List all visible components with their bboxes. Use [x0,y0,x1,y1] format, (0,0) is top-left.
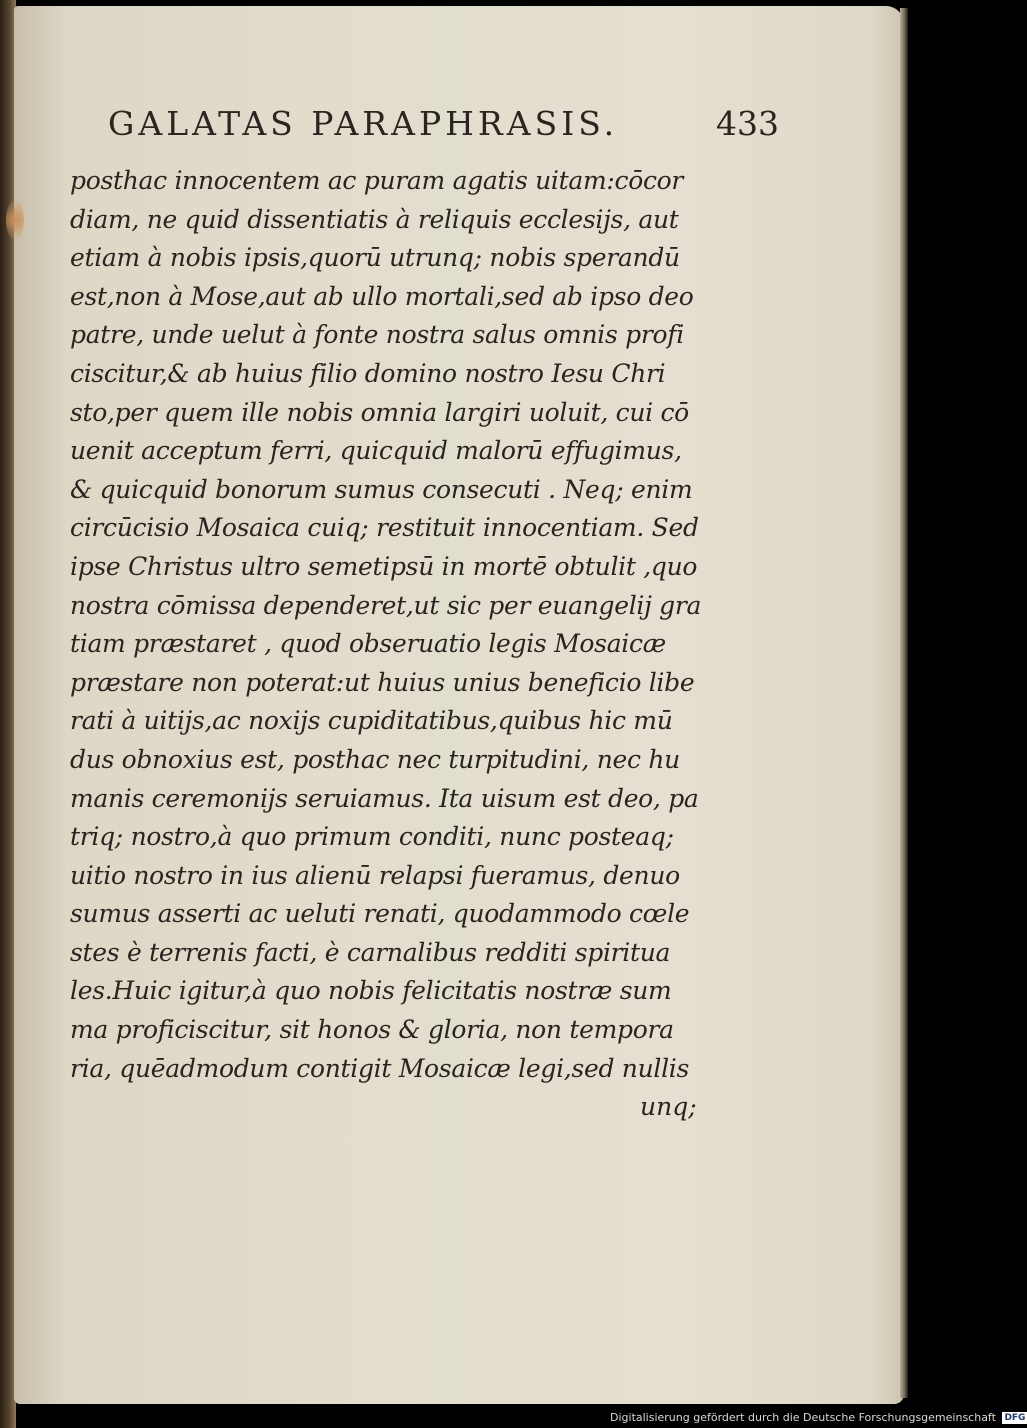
text-line: stes è terrenis facti, è carnalibus redditi spiritua [70,937,671,967]
text-line: ciscitur,& ab huius filio domino nostro Iesu Chri [70,358,666,388]
text-line: ria, quēadmodum contigit Mosaicæ legi,sed nullis [70,1053,690,1083]
text-line: rati à uitijs,ac noxijs cupiditatibus,quibus hic mū [70,706,673,736]
dfg-logo-icon: DFG [1004,1413,1026,1423]
catchword: unq; [640,1092,697,1121]
text-line: etiam à nobis ipsis,quorū utrunq; nobis sperandū [70,243,680,273]
text-line: diam, ne quid dissentiatis à reliquis ecclesijs, aut [70,204,679,234]
page-edge [900,8,908,1398]
text-line: dus obnoxius est, posthac nec turpitudini, nec hu [70,744,680,774]
text-line: uitio nostro in ius alienū relapsi fueramus, denuo [70,860,680,890]
text-line: ma proficiscitur, sit honos & gloria, non tempora [70,1015,674,1045]
text-line: præstare non poterat:ut huius unius beneficio libe [70,667,695,697]
text-line: sto,per quem ille nobis omnia largiri uoluit, cui cō [70,397,689,427]
paper-stain [6,200,24,240]
text-line: les.Huic igitur,à quo nobis felicitatis nostræ sum [70,976,672,1006]
text-line: circūcisio Mosaica cuiq; restituit innocentiam. Sed [70,513,699,543]
text-line: patre, unde uelut à fonte nostra salus omnis profi [70,320,684,350]
text-line: tiam præstaret , quod obseruatio legis Mosaicæ [70,629,666,659]
text-line: manis ceremonijs seruiamus. Ita uisum est deo, pa [70,783,699,813]
text-line: est,non à Mose,aut ab ullo mortali,sed ab ipso deo [70,281,694,311]
text-line: uenit acceptum ferri, quicquid malorū effugimus, [70,436,682,466]
credit-text: Digitalisierung gefördert durch die Deutsche Forschungsgemeinschaft [610,1411,996,1424]
text-line: posthac innocentem ac puram agatis uitam:cōcor [70,166,684,195]
text-line: & quicquid bonorum sumus consecuti . Neq; enim [70,474,693,504]
page-number: 433 [716,104,779,143]
text-line: sumus asserti ac ueluti renati, quodammodo cœle [70,899,690,929]
running-head: GALATAS PARAPHRASIS. [108,104,619,143]
text-line: triq; nostro,à quo primum conditi, nunc posteaq; [70,822,674,852]
body-text [70,162,730,1092]
text-line: ipse Christus ultro semetipsū in mortē obtulit ,quo [70,551,698,581]
text-line: nostra cōmissa dependeret,ut sic per euangelij gra [70,590,702,620]
digitization-credit [610,1410,1026,1426]
